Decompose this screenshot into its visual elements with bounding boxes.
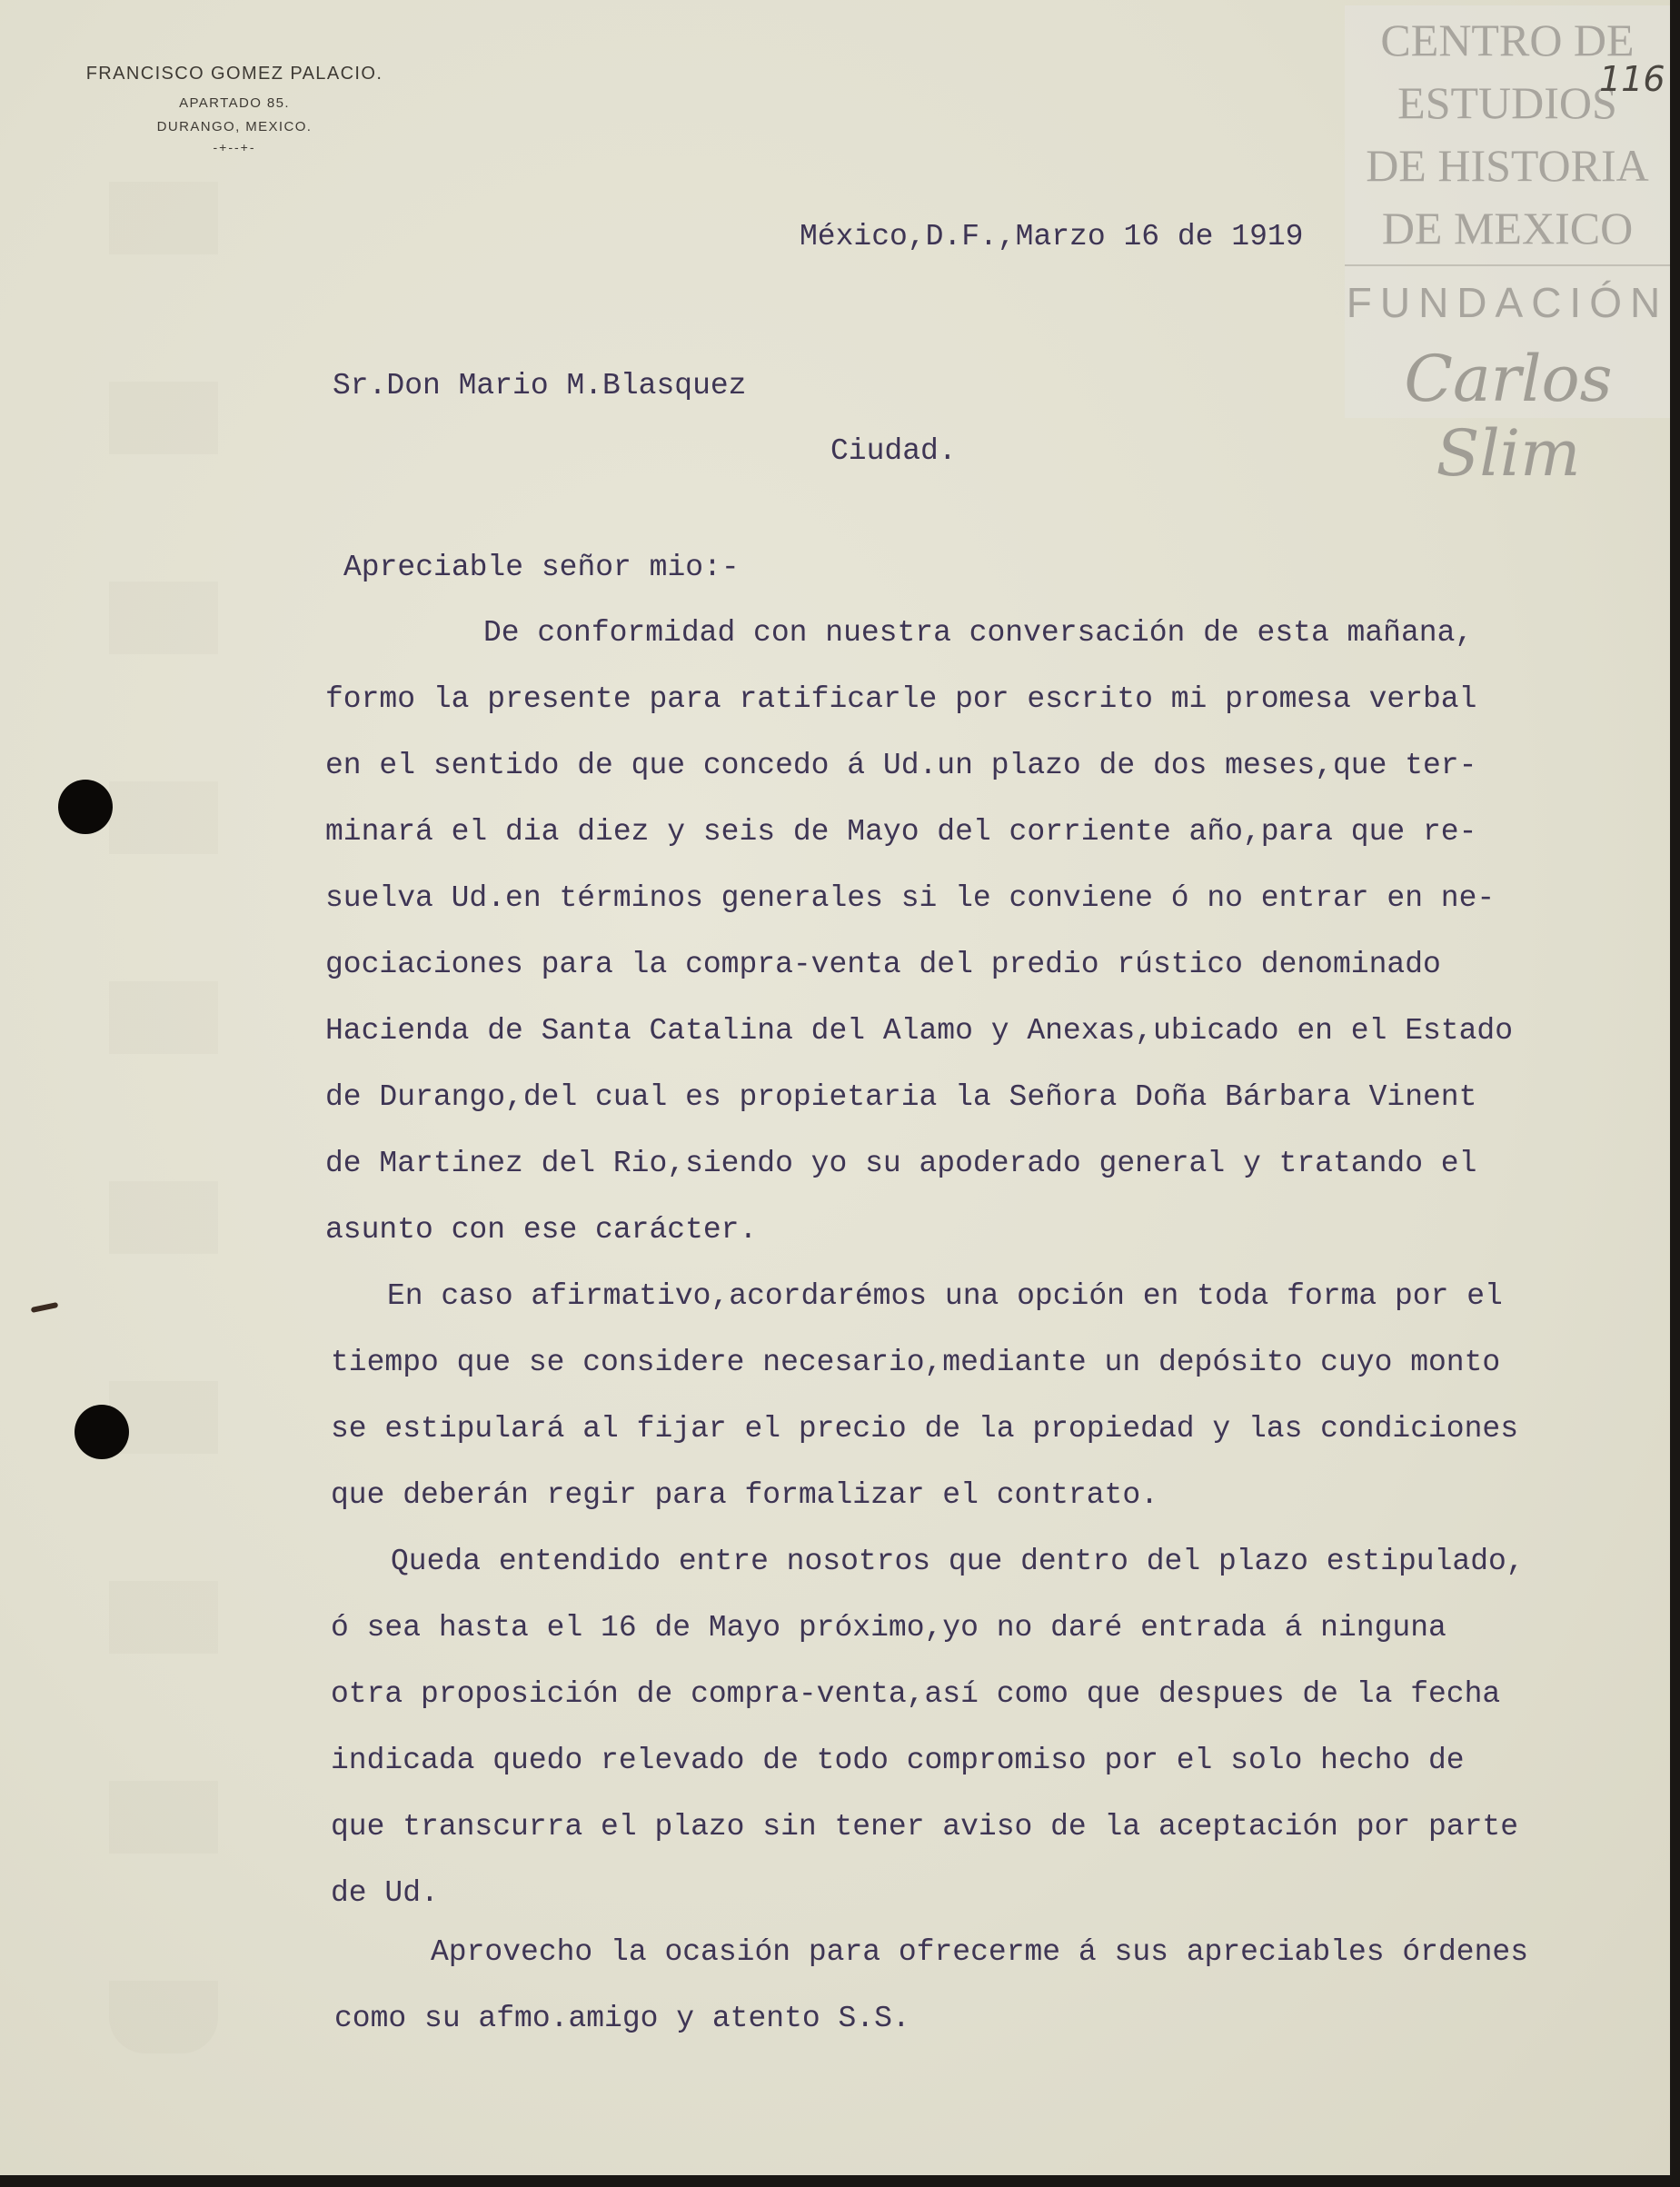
- stamp-signature: Carlos Slim: [1404, 342, 1613, 491]
- stamp-divider: [1345, 264, 1670, 266]
- salutation: Apreciable señor mio:-: [343, 551, 740, 584]
- body-line: En caso afirmativo,acordarémos una opción en toda forma por el: [387, 1279, 1503, 1313]
- bleed-through-shadow: [109, 55, 218, 2053]
- body-line: de Ud.: [331, 1876, 439, 1910]
- stamp-foundation: FUNDACIÓN: [1346, 279, 1669, 326]
- body-line: indicada quedo relevado de todo compromiso por el solo hecho de: [331, 1744, 1465, 1777]
- stamp-line-2: ESTUDIOS: [1397, 77, 1617, 128]
- body-line: suelva Ud.en términos generales si le conviene ó no entrar en ne-: [325, 881, 1496, 915]
- body-line: minará el dia diez y seis de Mayo del corriente año,para que re-: [325, 815, 1477, 849]
- recipient-city: Ciudad.: [830, 434, 957, 468]
- body-line: de Martinez del Rio,siendo yo su apoderado general y tratando el: [325, 1147, 1477, 1180]
- body-line: se estipulará al fijar el precio de la propiedad y las condiciones: [331, 1412, 1519, 1446]
- letterhead-address: APARTADO 85.: [179, 95, 290, 111]
- body-line: de Durango,del cual es propietaria la Señora Doña Bárbara Vinent: [325, 1080, 1477, 1114]
- body-line: Queda entendido entre nosotros que dentro del plazo estipulado,: [391, 1545, 1525, 1578]
- stamp-line-4: DE MEXICO: [1381, 203, 1634, 253]
- body-line: en el sentido de que concedo á Ud.un plazo de dos meses,que ter-: [325, 749, 1477, 782]
- punch-hole-top: [58, 780, 113, 834]
- closing-line: Aprovecho la ocasión para ofrecerme á sus apreciables órdenes: [431, 1935, 1528, 1969]
- letterhead-city: DURANGO, MEXICO.: [156, 119, 313, 134]
- body-line: De conformidad con nuestra conversación de esta mañana,: [483, 616, 1474, 650]
- body-line: ó sea hasta el 16 de Mayo próximo,yo no daré entrada á ninguna: [331, 1611, 1446, 1645]
- stamp-line-1: CENTRO DE: [1380, 15, 1635, 65]
- recipient-name: Sr.Don Mario M.Blasquez: [333, 369, 747, 403]
- letterhead-ornament: -+--+-: [213, 140, 256, 154]
- body-line: asunto con ese carácter.: [325, 1213, 758, 1247]
- ink-mark: [31, 1302, 59, 1313]
- punch-hole-bottom: [75, 1405, 129, 1459]
- body-line: otra proposición de compra-venta,así como que despues de la fecha: [331, 1677, 1501, 1711]
- archive-stamp-text: [1345, 9, 1670, 260]
- letterhead: [62, 64, 407, 154]
- letterhead-name: FRANCISCO GOMEZ PALACIO.: [85, 64, 383, 84]
- body-line: que transcurra el plazo sin tener aviso de la aceptación por parte: [331, 1810, 1519, 1844]
- body-line: Hacienda de Santa Catalina del Alamo y Anexas,ubicado en el Estado: [325, 1014, 1514, 1048]
- body-line: formo la presente para ratificarle por escrito mi promesa verbal: [325, 682, 1477, 716]
- stamp-line-3: DE HISTORIA: [1366, 140, 1649, 191]
- folio-number: 116: [1599, 59, 1665, 99]
- letter-date: México,D.F.,Marzo 16 de 1919: [800, 220, 1304, 253]
- body-line: tiempo que se considere necesario,mediante un depósito cuyo monto: [331, 1346, 1501, 1379]
- body-line: que deberán regir para formalizar el contrato.: [331, 1478, 1158, 1512]
- body-line: gociaciones para la compra-venta del predio rústico denominado: [325, 948, 1441, 981]
- closing-line: como su afmo.amigo y atento S.S.: [334, 2002, 910, 2035]
